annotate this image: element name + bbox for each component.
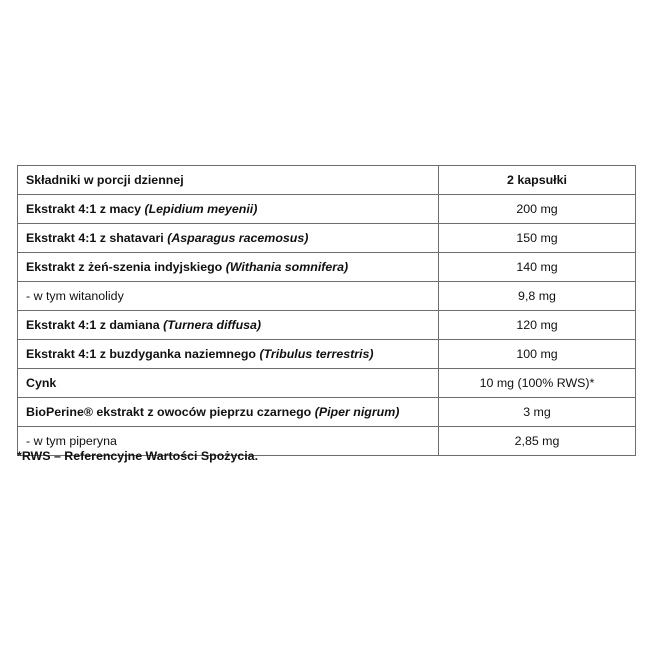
ingredient-label: Ekstrakt 4:1 z shatavari bbox=[26, 231, 168, 245]
ingredient-label: - w tym piperyna bbox=[26, 434, 117, 448]
ingredient-name bbox=[18, 282, 439, 311]
ingredient-amount: 3 mg bbox=[439, 398, 636, 427]
ingredient-label: - w tym witanolidy bbox=[26, 289, 124, 303]
ingredient-name bbox=[18, 253, 439, 282]
table-row bbox=[18, 311, 636, 340]
ingredient-name bbox=[18, 224, 439, 253]
table-row bbox=[18, 253, 636, 282]
ingredient-amount: 200 mg bbox=[439, 195, 636, 224]
table-row bbox=[18, 340, 636, 369]
nutrition-table bbox=[17, 165, 636, 456]
header-ingredient: Składniki w porcji dziennej bbox=[18, 166, 439, 195]
header-amount: 2 kapsułki bbox=[439, 166, 636, 195]
ingredient-name bbox=[18, 398, 439, 427]
ingredient-name bbox=[18, 195, 439, 224]
table-row bbox=[18, 282, 636, 311]
ingredient-name bbox=[18, 369, 439, 398]
ingredient-label: Ekstrakt 4:1 z macy bbox=[26, 202, 145, 216]
table-row bbox=[18, 369, 636, 398]
ingredient-amount: 120 mg bbox=[439, 311, 636, 340]
ingredient-label: Ekstrakt z żeń-szenia indyjskiego bbox=[26, 260, 226, 274]
ingredient-latin-name: (Lepidium meyenii) bbox=[144, 202, 258, 216]
ingredient-amount: 100 mg bbox=[439, 340, 636, 369]
ingredient-latin-name: (Asparagus racemosus) bbox=[167, 231, 309, 245]
ingredient-label: Ekstrakt 4:1 z buzdyganka naziemnego bbox=[26, 347, 260, 361]
ingredient-name bbox=[18, 311, 439, 340]
table-row bbox=[18, 224, 636, 253]
ingredient-latin-name: (Withania somnifera) bbox=[225, 260, 349, 274]
ingredient-amount: 2,85 mg bbox=[439, 427, 636, 456]
ingredient-amount: 150 mg bbox=[439, 224, 636, 253]
ingredient-amount: 10 mg (100% RWS)* bbox=[439, 369, 636, 398]
ingredient-label: Ekstrakt 4:1 z damiana bbox=[26, 318, 164, 332]
ingredient-label: Cynk bbox=[26, 376, 57, 390]
ingredient-latin-name: (Tribulus terrestris) bbox=[259, 347, 374, 361]
ingredient-name bbox=[18, 340, 439, 369]
ingredient-latin-name: (Piper nigrum) bbox=[314, 405, 400, 419]
ingredient-amount: 9,8 mg bbox=[439, 282, 636, 311]
ingredient-amount: 140 mg bbox=[439, 253, 636, 282]
ingredient-latin-name: (Turnera diffusa) bbox=[163, 318, 262, 332]
table-row bbox=[18, 398, 636, 427]
ingredient-label: BioPerine® ekstrakt z owoców pieprzu czarnego bbox=[26, 405, 315, 419]
rws-footnote: *RWS – Referencyjne Wartości Spożycia. bbox=[17, 449, 259, 463]
table-row bbox=[18, 195, 636, 224]
table-header-row bbox=[18, 166, 636, 195]
nutrition-table-container bbox=[17, 165, 633, 456]
